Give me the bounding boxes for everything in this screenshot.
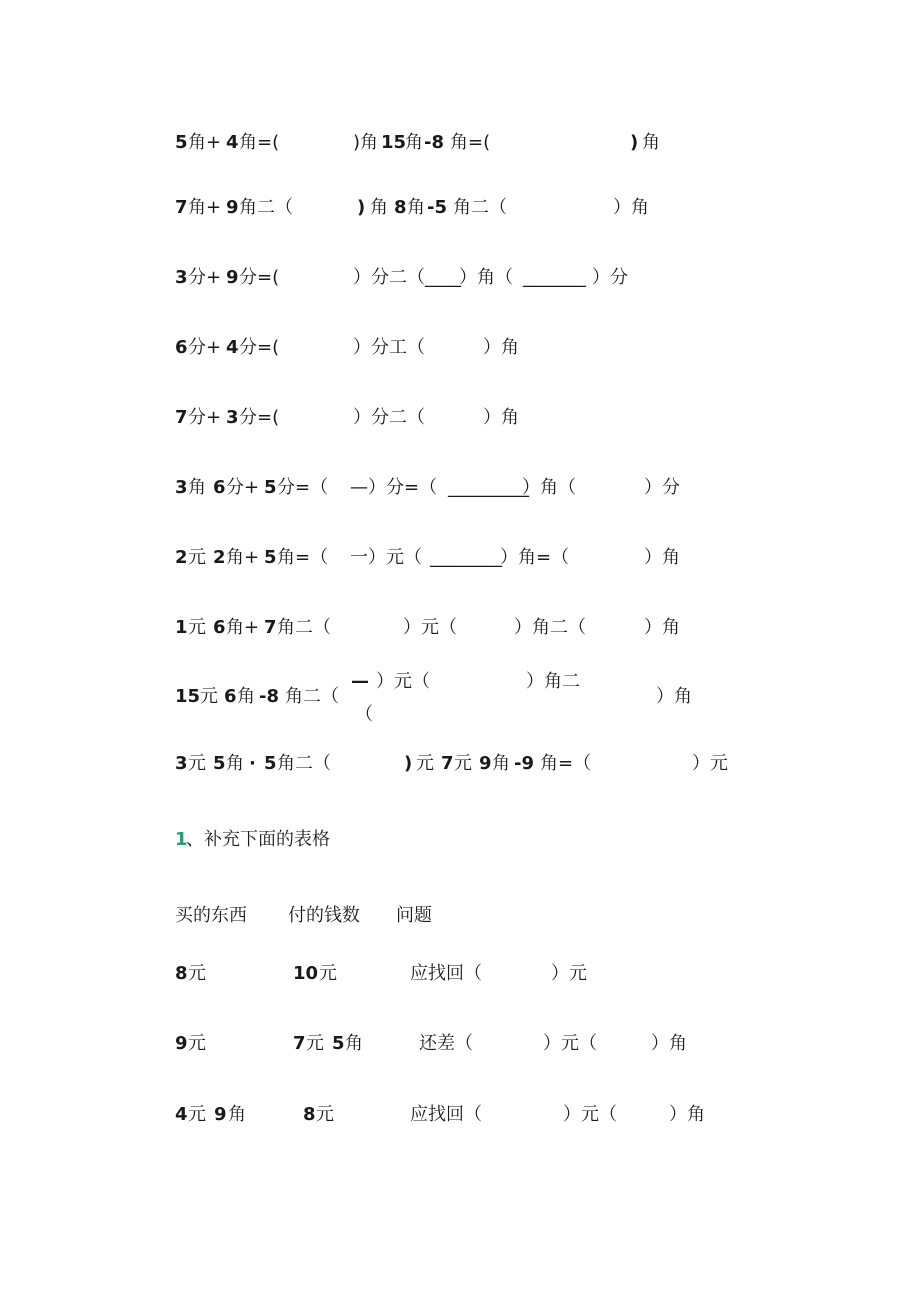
number: 3	[226, 407, 239, 428]
column-header-paid: 付的钱数	[288, 905, 360, 926]
unit-text: 角二（	[285, 686, 339, 707]
blank-line: _________	[448, 477, 529, 498]
unit-text: 角	[492, 753, 510, 774]
paren: )	[357, 197, 366, 218]
unit-text: 元	[188, 753, 206, 774]
unit-text: ）元	[692, 753, 728, 774]
column-header-item: 买的东西	[175, 905, 247, 926]
unit-text: 角	[405, 132, 423, 153]
unit-text: 分+	[188, 267, 222, 288]
question-text: 应找回（	[410, 1104, 482, 1125]
unit-text: 分+	[226, 477, 260, 498]
number: 9	[214, 1104, 227, 1125]
blank-line: ________	[430, 547, 502, 568]
unit-text: 角	[188, 477, 206, 498]
number: 9	[226, 197, 239, 218]
paren: )	[404, 753, 413, 774]
number: 15	[175, 686, 201, 707]
number: 2	[175, 547, 188, 568]
unit-text: ）角	[644, 617, 680, 638]
number: 1	[175, 617, 188, 638]
dash: —	[351, 671, 369, 692]
question-text: ）角	[651, 1033, 687, 1054]
question-text: ）角	[669, 1104, 705, 1125]
unit-text: 角	[237, 686, 255, 707]
question-text: ）元（	[543, 1033, 597, 1054]
blank-line: ____	[425, 267, 461, 288]
unit-text: 角+	[188, 197, 222, 218]
unit-text: ）元（	[376, 671, 430, 692]
section-number: 1	[175, 829, 188, 850]
number: 10	[293, 963, 319, 984]
unit-text: 元	[200, 686, 218, 707]
unit-text: 元	[416, 753, 434, 774]
number: 7	[293, 1033, 306, 1054]
question-text: 还差（	[419, 1033, 473, 1054]
question-text: ）元	[551, 963, 587, 984]
unit-text: ）分二（	[353, 267, 425, 288]
unit-text: 元	[306, 1033, 324, 1054]
number: 4	[226, 337, 239, 358]
unit-text: ）元（	[403, 617, 457, 638]
number: 7	[264, 617, 277, 638]
unit-text: 角	[370, 197, 388, 218]
number: 7	[175, 407, 188, 428]
unit-text: 元	[188, 1033, 206, 1054]
unit-text: 角+	[188, 132, 222, 153]
number: 6	[213, 617, 226, 638]
dot: ·	[249, 753, 256, 774]
paren: )	[630, 132, 639, 153]
number: -8	[259, 686, 279, 707]
unit-text: ）角二（	[514, 617, 586, 638]
unit-text: —）分=（	[350, 477, 438, 498]
question-text: ）元（	[563, 1104, 617, 1125]
unit-text: ）角（	[459, 267, 513, 288]
unit-text: ）角	[483, 407, 519, 428]
unit-text: 分=（	[277, 477, 329, 498]
unit-text: ）分工（	[353, 337, 425, 358]
unit-text: 元	[319, 963, 337, 984]
unit-text: 分=(	[239, 267, 280, 288]
unit-text: 分=(	[239, 407, 280, 428]
unit-text: ）角	[483, 337, 519, 358]
number: 8	[303, 1104, 316, 1125]
number: 9	[226, 267, 239, 288]
unit-text: 元	[454, 753, 472, 774]
unit-text: ）角二	[526, 671, 580, 692]
unit-text: 角二（	[239, 197, 293, 218]
unit-text: 元	[188, 617, 206, 638]
section-title: 、补充下面的表格	[186, 829, 330, 850]
column-header-question: 问题	[396, 905, 432, 926]
number: 6	[213, 477, 226, 498]
unit-text: 元	[188, 1104, 206, 1125]
number: -8	[424, 132, 444, 153]
number: 2	[213, 547, 226, 568]
unit-text: ）角	[613, 197, 649, 218]
unit-text: 分+	[188, 407, 222, 428]
unit-text: 角二（	[453, 197, 507, 218]
number: 7	[441, 753, 454, 774]
paren: （	[355, 704, 373, 725]
number: 5	[264, 753, 277, 774]
unit-text: 角=（	[277, 547, 329, 568]
unit-text: 角二（	[277, 617, 331, 638]
unit-text: 角=（	[540, 753, 592, 774]
unit-text: ）分	[592, 267, 628, 288]
number: 5	[264, 547, 277, 568]
number: 6	[175, 337, 188, 358]
unit-text: 分=(	[239, 337, 280, 358]
unit-text: 元	[188, 547, 206, 568]
number: 3	[175, 477, 188, 498]
unit-text: 一）元（	[350, 547, 422, 568]
number: 15	[381, 132, 407, 153]
question-text: 应找回（	[410, 963, 482, 984]
number: -5	[427, 197, 447, 218]
unit-text: 角=(	[450, 132, 491, 153]
number: 6	[224, 686, 237, 707]
number: 3	[175, 753, 188, 774]
number: 3	[175, 267, 188, 288]
unit-text: ）分二（	[353, 407, 425, 428]
number: 4	[226, 132, 239, 153]
unit-text: ）角=（	[500, 547, 570, 568]
number: 8	[175, 963, 188, 984]
unit-text: 角	[407, 197, 425, 218]
number: 4	[175, 1104, 188, 1125]
number: 7	[175, 197, 188, 218]
unit-text: 分+	[188, 337, 222, 358]
unit-text: 角	[226, 753, 244, 774]
unit-text: 角二（	[277, 753, 331, 774]
unit-text: 角+	[226, 547, 260, 568]
unit-text: )角	[353, 132, 379, 153]
unit-text: ）角	[656, 686, 692, 707]
unit-text: 角	[228, 1104, 246, 1125]
unit-text: 角	[345, 1033, 363, 1054]
number: 5	[332, 1033, 345, 1054]
number: 9	[479, 753, 492, 774]
unit-text: 角	[642, 132, 660, 153]
number: 5	[213, 753, 226, 774]
unit-text: ）角（	[522, 477, 576, 498]
unit-text: 角+	[226, 617, 260, 638]
blank-line: _______	[523, 267, 586, 288]
number: -9	[514, 753, 534, 774]
unit-text: ）分	[644, 477, 680, 498]
number: 9	[175, 1033, 188, 1054]
unit-text: 元	[316, 1104, 334, 1125]
number: 5	[264, 477, 277, 498]
unit-text: 角=(	[239, 132, 280, 153]
number: 5	[175, 132, 188, 153]
unit-text: 元	[188, 963, 206, 984]
unit-text: ）角	[644, 547, 680, 568]
number: 8	[394, 197, 407, 218]
